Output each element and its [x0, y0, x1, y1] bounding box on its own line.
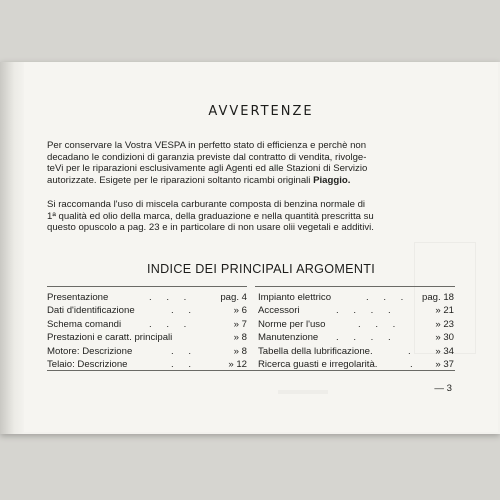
text-line: [47, 175, 467, 187]
warnings-title: AVVERTENZE: [208, 104, 314, 119]
index-entry-page: pag. 18: [421, 292, 454, 303]
index-entry-label: Tabella della lubrificazione.: [258, 345, 373, 357]
leader-dots: . . .: [149, 292, 193, 303]
index-entry: [47, 331, 247, 344]
text-line: decadano le condizioni di garanzia previste dal contratto di vendita, rivolge-: [47, 151, 367, 163]
text-line: teVi per le riparazioni esclusivamente agli Agenti ed alle Stazioni di Servizio: [47, 163, 368, 175]
index-entry-page: » 12: [228, 358, 247, 370]
index-entry-page: » 23: [435, 318, 454, 330]
index-entry-page: » 7: [233, 318, 247, 330]
index-entry: [47, 291, 247, 304]
index-column-right: [258, 291, 454, 371]
text-line: questo opuscolo a pag. 23 e in particolare di non usare olii vegetali e additivi.: [47, 222, 374, 234]
index-entry: [258, 318, 454, 331]
leader-dots: .: [410, 358, 419, 370]
index-entry-label: Norme per l'uso: [258, 318, 326, 330]
index-entry-page: » 30: [435, 332, 454, 344]
warnings-paragraph-2: [47, 199, 467, 234]
faint-printer-mark: [278, 390, 328, 394]
leader-dots: . . . .: [336, 332, 397, 344]
leader-dots: . .: [171, 345, 197, 357]
leader-dots: . .: [171, 305, 197, 317]
index-entry: [47, 304, 247, 317]
index-entry: [47, 345, 247, 358]
page-gutter: [0, 62, 24, 434]
index-entry: [258, 304, 454, 317]
index-entry-label: Telaio: Descrizione: [47, 358, 128, 370]
page-number: — 3: [434, 383, 452, 394]
text-line: Si raccomanda l'uso di miscela carburante composta di benzina normale di: [47, 199, 366, 210]
index-entry-label: Presentazione: [47, 292, 109, 303]
index-entry-label: Manutenzione: [258, 332, 319, 344]
index-divider-right: [255, 286, 455, 287]
index-entry-label: Accessori: [258, 305, 300, 317]
leader-dots: . .: [171, 358, 197, 370]
index-entry-label: Ricerca guasti e irregolarità.: [258, 358, 378, 370]
index-entry-label: Schema comandi: [47, 318, 122, 330]
index-entry-page: » 21: [435, 305, 454, 317]
index-divider-left: [47, 286, 247, 287]
leader-dots: . . .: [149, 318, 193, 330]
index-entry-page: » 37: [435, 358, 454, 370]
brand-name: Piaggio.: [313, 174, 351, 186]
index-entry: [47, 318, 247, 331]
warnings-paragraph-1: [47, 140, 467, 186]
index-entry: [258, 331, 454, 344]
text-line: Per conservare la Vostra VESPA in perfetto stato di efficienza e perchè non: [47, 140, 367, 151]
index-entry-label: Dati d'identificazione: [47, 305, 135, 317]
index-entry-page: » 6: [233, 305, 247, 317]
index-title: INDICE DEI PRINCIPALI ARGOMENTI: [146, 262, 376, 276]
text-line-start: autorizzate. Esigete per le riparazioni soltanto ricambi originali: [47, 174, 314, 186]
index-entry-page: » 34: [435, 345, 454, 357]
index-entry: [258, 291, 454, 304]
index-entry-label: Impianto elettrico: [258, 292, 332, 303]
index-entry-page: » 8: [233, 345, 247, 357]
leader-dots: . . .: [358, 318, 402, 330]
index-entry-page: » 8: [233, 332, 247, 344]
text-line: 1ª qualità ed olio della marca, della graduazione e nella quantità prescritta su: [47, 210, 374, 222]
leader-dots: .: [408, 345, 417, 357]
index-entry: [258, 345, 454, 358]
index-entry-page: pag. 4: [220, 292, 247, 303]
index-entry-label: Motore: Descrizione: [47, 345, 133, 357]
index-column-left: [47, 291, 247, 371]
index-entry-label: Prestazioni e caratt. principali: [47, 332, 173, 344]
bottom-divider: [47, 370, 455, 371]
leader-dots: . . . .: [336, 305, 397, 317]
leader-dots: . . .: [366, 292, 410, 303]
